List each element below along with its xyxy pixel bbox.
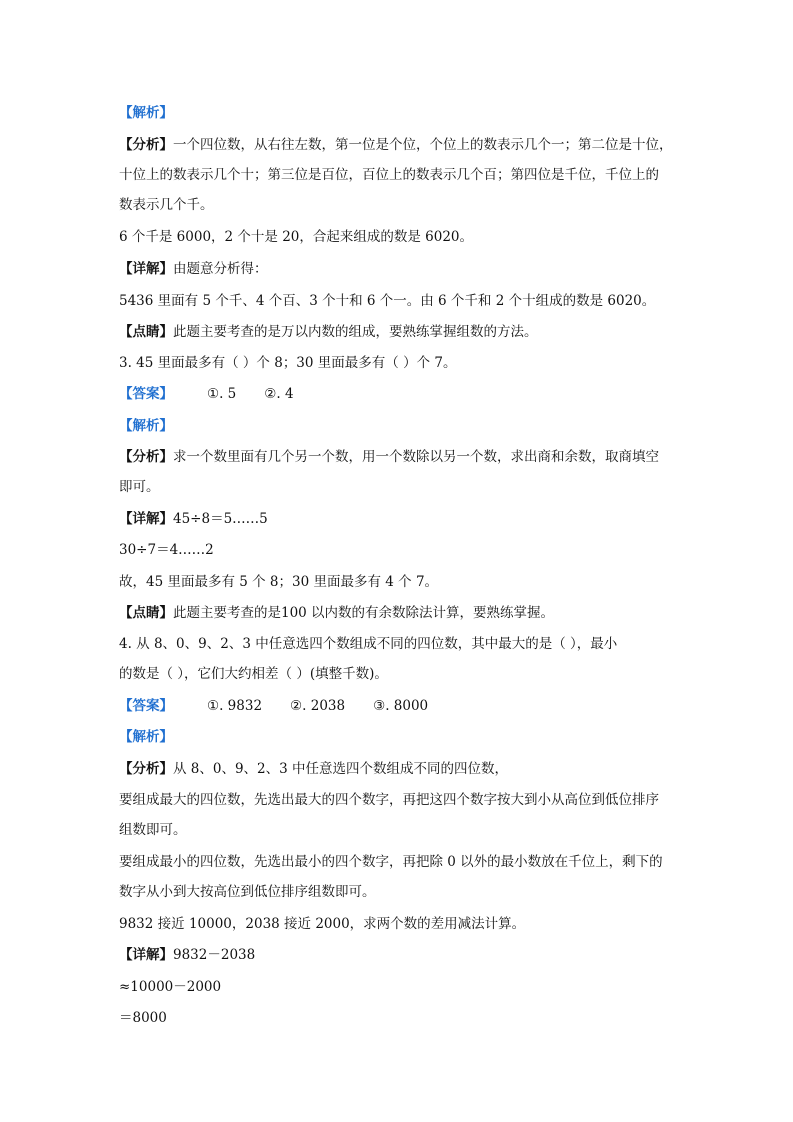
fenxi-paragraph-line [119,791,679,809]
xiangjie-line [119,978,679,996]
question-4-text: 的数是（ ），它们大约相差（ ）(填整千数)。 [119,666,388,682]
dianjing-line [119,323,679,341]
answer-item: ②. 4 [264,386,294,402]
dianjing-tag: 【点睛】 [119,324,173,340]
xiangjie-tag: 【详解】 [119,511,173,527]
question-3 [119,354,679,372]
xiangjie-line [119,1009,679,1027]
dianjing-tag: 【点睛】 [119,605,173,621]
fenxi-paragraph-line [119,196,679,214]
dianjing-line [119,604,679,622]
fenxi-paragraph-line [119,136,679,154]
jiexi-tag: 【解析】 [119,418,173,434]
fenxi-tag: 【分析】 [119,449,173,465]
xiangjie-text: ＝8000 [119,1010,167,1026]
xiangjie-text: 5436 里面有 5 个千、4 个百、3 个十和 6 个一。由 6 个千和 2 个十组成的数是 6020。 [119,293,656,309]
fenxi-text: 求一个数里面有几个另一个数，用一个数除以另一个数，求出商和余数，取商填空 [173,449,659,465]
xiangjie-line [119,260,679,278]
xiangjie-text: 30÷7＝4……2 [119,542,214,558]
fenxi-text: 数字从小到大按高位到低位排序组数即可。 [119,884,376,900]
fenxi-paragraph-line [119,448,679,466]
question-3-text: 3. 45 里面最多有（ ）个 8；30 里面最多有（ ）个 7。 [119,355,457,371]
xiangjie-text: ≈10000－2000 [119,979,222,995]
fenxi-paragraph-line [119,166,679,184]
fenxi-tag: 【分析】 [119,761,173,777]
fenxi-paragraph-line [119,478,679,496]
answer-line [119,385,679,403]
jiexi-heading [119,728,679,746]
question-4 [119,665,679,683]
xiangjie-tag: 【详解】 [119,261,173,277]
answer-item: ①. 5 [207,386,237,402]
xiangjie-line [119,541,679,559]
fenxi-text: 十位上的数表示几个十；第三位是百位，百位上的数表示几个百；第四位是千位，千位上的 [119,167,659,183]
xiangjie-line [119,573,679,591]
calc-line [119,228,679,246]
answer-item: ①. 9832 [207,698,263,714]
fenxi-text: 一个四位数，从右往左数，第一位是个位，个位上的数表示几个一；第二位是十位， [173,137,673,153]
fenxi-text: 从 8、0、9、2、3 中任意选四个数组成不同的四位数， [173,761,509,777]
daan-tag: 【答案】 [119,386,173,402]
calc-text: 6 个千是 6000，2 个十是 20，合起来组成的数是 6020。 [119,229,474,245]
xiangjie-text: 由题意分析得： [173,261,268,277]
jiexi-heading [119,417,679,435]
xiangjie-text: 9832－2038 [173,947,256,963]
answer-item: ②. 2038 [290,698,346,714]
fenxi-text: 要组成最大的四位数，先选出最大的四个数字，再把这四个数字按大到小从高位到低位排序 [119,792,659,808]
fenxi-paragraph-line [119,915,679,933]
jiexi-heading [119,104,679,122]
dianjing-text: 此题主要考查的是100 以内数的有余数除法计算，要熟练掌握。 [173,605,555,621]
xiangjie-tag: 【详解】 [119,947,173,963]
jiexi-tag: 【解析】 [119,105,173,121]
fenxi-paragraph-line [119,853,679,871]
xiangjie-text: 故，45 里面最多有 5 个 8；30 里面最多有 4 个 7。 [119,574,439,590]
dianjing-text: 此题主要考查的是万以内数的组成，要熟练掌握组数的方法。 [173,324,538,340]
fenxi-text: 9832 接近 10000，2038 接近 2000，求两个数的差用减法计算。 [119,916,526,932]
xiangjie-text: 45÷8＝5……5 [173,511,268,527]
fenxi-paragraph-line [119,883,679,901]
question-4 [119,635,679,653]
xiangjie-line [119,292,679,310]
answer-line [119,697,679,715]
jiexi-tag: 【解析】 [119,729,173,745]
xiangjie-line [119,946,679,964]
fenxi-text: 组数即可。 [119,822,187,838]
question-4-text: 4. 从 8、0、9、2、3 中任意选四个数组成不同的四位数，其中最大的是（ ），最小 [119,636,618,652]
answer-item: ③. 8000 [373,698,429,714]
fenxi-tag: 【分析】 [119,137,173,153]
fenxi-text: 即可。 [119,479,160,495]
xiangjie-line [119,510,679,528]
fenxi-paragraph-line [119,821,679,839]
daan-tag: 【答案】 [119,698,173,714]
fenxi-paragraph-line [119,760,679,778]
fenxi-text: 数表示几个千。 [119,197,214,213]
fenxi-text: 要组成最小的四位数，先选出最小的四个数字，再把除 0 以外的最小数放在千位上，剩下的 [119,854,663,870]
